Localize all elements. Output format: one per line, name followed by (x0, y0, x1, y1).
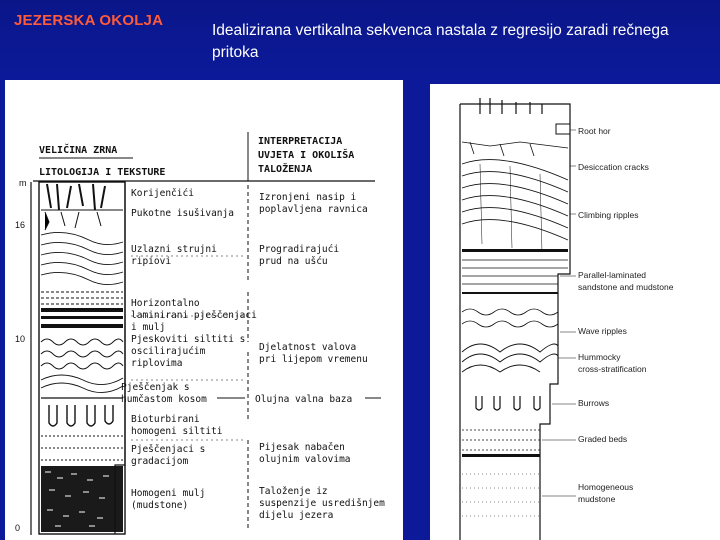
header-lithology: LITOLOGIJA I TEKSTURE (39, 167, 166, 178)
litho-label: humčastom kosom (121, 394, 207, 405)
right-label: sandstone and mudstone (578, 282, 674, 292)
header-interpretation-2: UVJETA I OKOLIŠA (258, 150, 355, 161)
right-label: Homogeneous (578, 482, 634, 492)
section-brand: JEZERSKA OKOLJA (14, 12, 164, 29)
right-label: Graded beds (578, 434, 628, 444)
right-label: cross-stratification (578, 364, 647, 374)
axis-tick-10: 10 (15, 334, 26, 344)
interp-label: poplavljena ravnica (259, 204, 368, 215)
right-label: mudstone (578, 494, 616, 504)
right-figure-labels (578, 126, 674, 504)
axis-unit: m (19, 178, 27, 188)
litho-label: i mulj (131, 322, 166, 333)
right-label: Root hor (578, 126, 611, 136)
interp-label: dijelu jezera (259, 510, 334, 521)
right-label: Desiccation cracks (578, 162, 649, 172)
interp-label: Izronjeni nasip i (259, 192, 357, 203)
litho-label: Uzlazni strujni (131, 244, 217, 255)
litho-label: homogeni siltiti (131, 426, 223, 437)
interp-label: Taloženje iz (259, 486, 328, 497)
interp-label: suspenzije usredišnjem (259, 498, 385, 509)
right-label: Parallel-laminated (578, 270, 647, 280)
slide-title: Idealizirana vertikalna sekvenca nastala z regresijo zaradi rečnega pritoka (212, 22, 669, 61)
interp-label: Pijesak nabačen (259, 442, 345, 453)
litho-label: Korijenčići (131, 188, 194, 199)
interp-label: Olujna valna baza (255, 394, 353, 405)
right-sequence-diagram (430, 84, 720, 540)
interp-label: olujnim valovima (259, 454, 351, 465)
axis-tick-0: 0 (15, 523, 21, 533)
interp-label: pri lijepom vremenu (259, 354, 368, 365)
litho-label: Pješčenjak s (121, 382, 190, 393)
litho-label: ripiovi (131, 256, 172, 267)
litho-label: Homogeni mulj (131, 488, 206, 499)
interpretation-labels (255, 192, 385, 521)
litho-label: gradacijom (131, 456, 189, 467)
litho-label: oscilirajućim (131, 346, 206, 357)
lithology-column (39, 182, 125, 534)
right-label: Wave ripples (578, 326, 627, 336)
litho-label: Pješčenjaci s (131, 444, 206, 455)
left-sequence-diagram (5, 80, 403, 540)
header-interpretation-1: INTERPRETACIJA (258, 136, 343, 147)
litho-label: Pjeskoviti siltiti s (131, 334, 246, 345)
interp-label: prud na ušću (259, 256, 328, 267)
litho-label: Pukotne isušivanja (131, 208, 234, 219)
litho-label: laminirani pješčenjaci (131, 310, 257, 321)
right-label: Burrows (578, 398, 610, 408)
right-label: Hummocky (578, 352, 621, 362)
interp-label: Djelatnost valova (259, 342, 357, 353)
litho-label: riplovima (131, 358, 183, 369)
lithology-labels (121, 188, 257, 511)
right-sequence-figure (430, 84, 720, 540)
interp-label: Progradirajući (259, 244, 340, 255)
litho-label: (mudstone) (131, 500, 189, 511)
header-grain-size: VELIČINA ZRNA (39, 145, 118, 156)
lithology-column (460, 98, 570, 540)
right-label: Climbing ripples (578, 210, 639, 220)
litho-label: Horizontalno (131, 298, 200, 309)
axis-tick-16: 16 (15, 220, 26, 230)
litho-label: Bioturbirani (131, 414, 200, 425)
header-interpretation-3: TALOŽENJA (258, 164, 313, 175)
left-sequence-figure (5, 80, 403, 540)
